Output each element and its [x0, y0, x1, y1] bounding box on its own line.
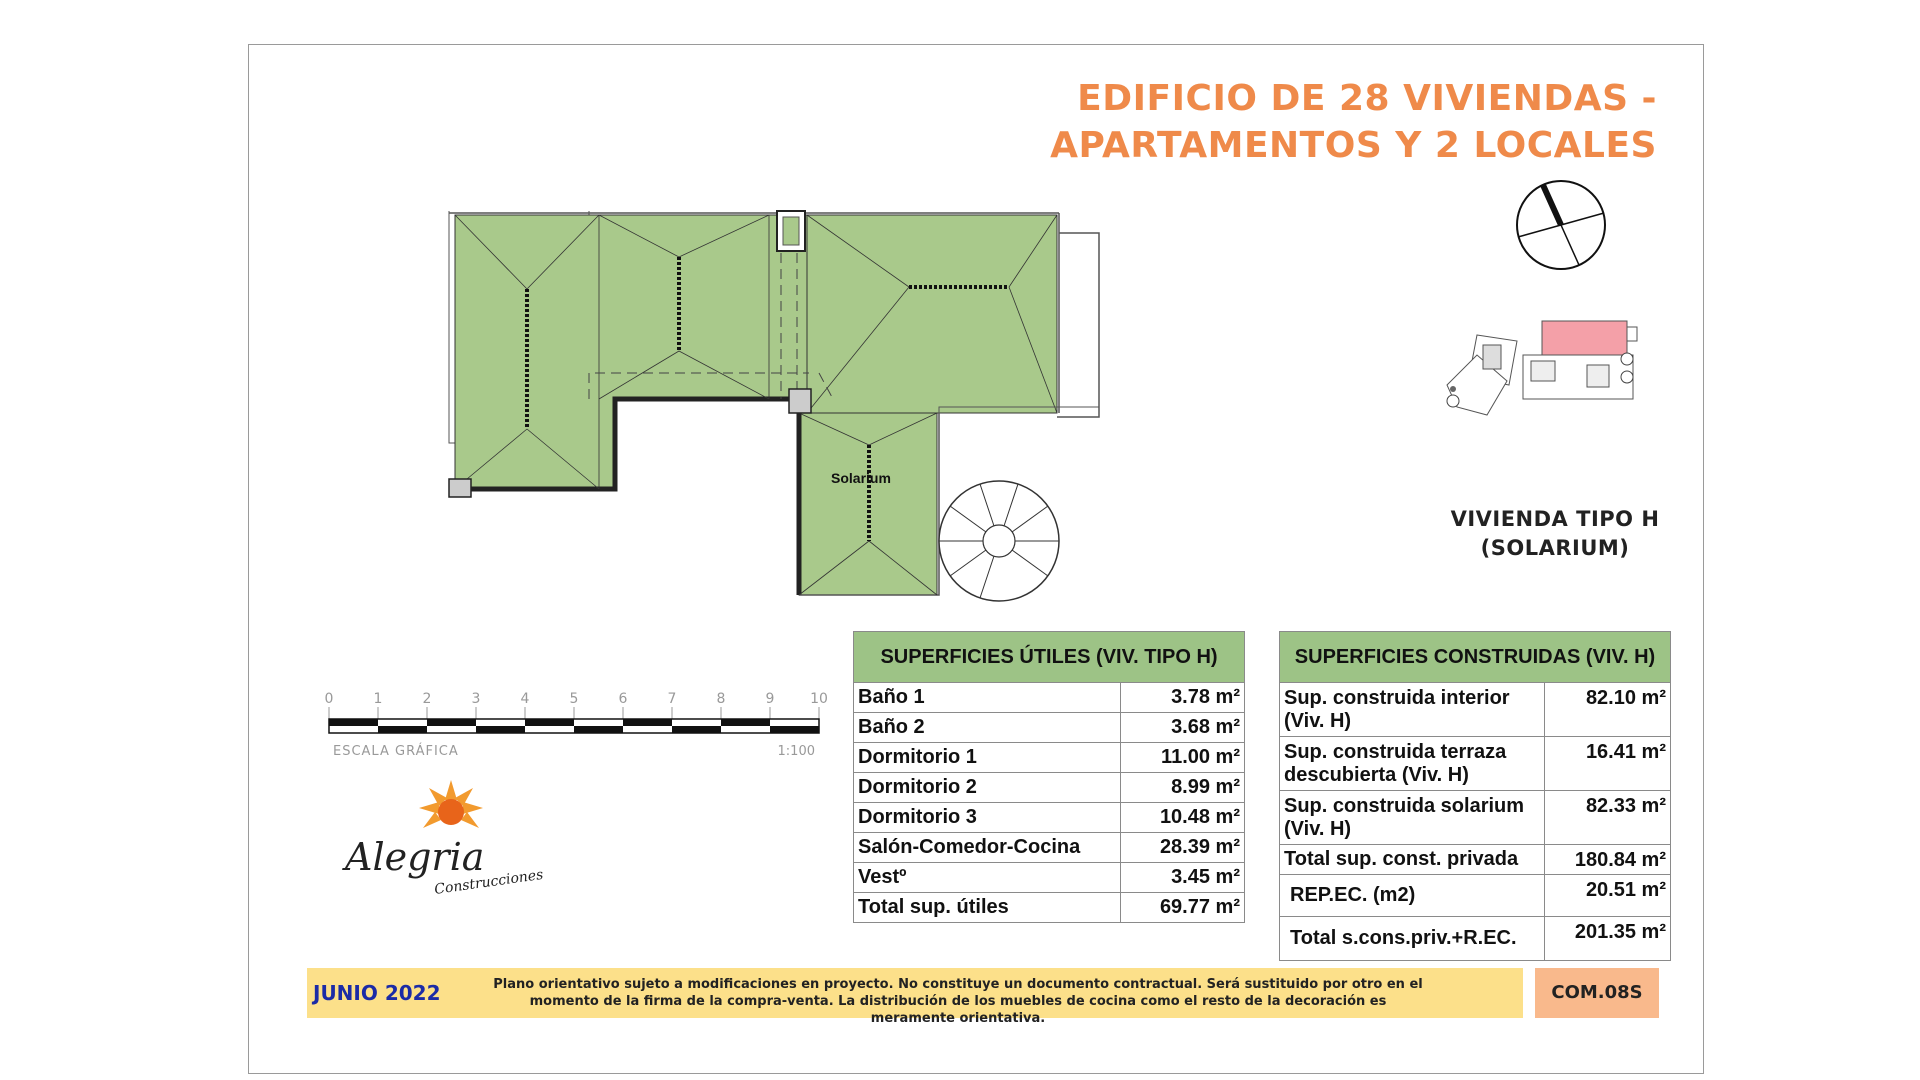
plan-code: COM.08S: [1535, 968, 1659, 1018]
row-value: 69.77 m²: [1121, 893, 1245, 923]
useful-surfaces-table: [853, 631, 1245, 923]
solarium-label: Solarium: [831, 470, 891, 486]
spiral-staircase-icon: [939, 481, 1059, 601]
plan-sheet: [248, 44, 1704, 1074]
roof-area-left: [455, 215, 807, 489]
table-row: [854, 743, 1245, 773]
scale-caption: ESCALA GRÁFICA: [333, 744, 459, 759]
roof-floor-plan: [439, 203, 1259, 653]
row-label: Total sup. const. privada: [1280, 845, 1545, 875]
disclaimer-text: Plano orientativo sujeto a modificaciones en proyecto. No constituye un documento contractual. Será sustituido por otro en el momento de la firma de la compra-venta. La distribución de los muebles de cocina como el resto de la decoración es meramente orientativa.: [493, 977, 1423, 1026]
column-icon: [449, 479, 471, 497]
table-row: [1280, 683, 1671, 737]
row-value: 3.68 m²: [1121, 713, 1245, 743]
table-row: [854, 713, 1245, 743]
north-arrow-icon: [1513, 177, 1609, 273]
logo-subtitle: Construcciones: [433, 866, 545, 898]
row-value: 10.48 m²: [1121, 803, 1245, 833]
table-row: [1280, 875, 1671, 917]
table-row: [854, 683, 1245, 713]
scale-tick-label: 2: [422, 691, 432, 707]
row-value: 28.39 m²: [1121, 833, 1245, 863]
table-row: [854, 833, 1245, 863]
scale-tick-label: 7: [667, 691, 677, 707]
table-row: [854, 773, 1245, 803]
row-value: 82.10 m²: [1545, 683, 1671, 737]
scale-ratio: 1:100: [777, 744, 815, 759]
document-date: JUNIO 2022: [313, 981, 441, 1005]
table-row: [1280, 845, 1671, 875]
scale-tick-label: 5: [569, 691, 579, 707]
title-line-2: APARTAMENTOS Y 2 LOCALES: [1050, 125, 1657, 166]
title-line-1: EDIFICIO DE 28 VIVIENDAS -: [1077, 78, 1657, 119]
unit-type-line-2: (SOLARIUM): [1480, 536, 1630, 560]
key-plan-icon: [1437, 315, 1647, 435]
table-row: [1280, 791, 1671, 845]
row-value: 180.84 m²: [1545, 845, 1671, 875]
scale-tick-label: 0: [324, 691, 334, 707]
footer-banner: [307, 968, 1523, 1026]
unit-type-line-1: VIVIENDA TIPO H: [1450, 507, 1660, 531]
scale-tick-label: 3: [471, 691, 481, 707]
sun-icon: [419, 780, 483, 828]
scale-tick-label: 10: [810, 691, 828, 707]
table-row-total: [1280, 917, 1671, 961]
row-value: 82.33 m²: [1545, 791, 1671, 845]
row-label: Dormitorio 2: [854, 773, 1121, 803]
built-surfaces-header: SUPERFICIES CONSTRUIDAS (VIV. H): [1280, 632, 1671, 683]
row-label: Sup. construida terraza descubierta (Viv. H): [1280, 737, 1545, 791]
row-label: Baño 2: [854, 713, 1121, 743]
scale-tick-label: 6: [618, 691, 628, 707]
scale-tick-label: 1: [373, 691, 383, 707]
table-row: [854, 803, 1245, 833]
unit-type-label: [1445, 505, 1665, 563]
built-surfaces-table: [1279, 631, 1671, 961]
useful-surfaces-header: SUPERFICIES ÚTILES (VIV. TIPO H): [854, 632, 1245, 683]
table-row: [854, 863, 1245, 893]
row-label: Salón-Comedor-Cocina: [854, 833, 1121, 863]
logo-name: Alegria: [345, 835, 485, 879]
document-title: [1050, 75, 1657, 169]
row-label: Sup. construida interior (Viv. H): [1280, 683, 1545, 737]
row-value: 8.99 m²: [1121, 773, 1245, 803]
row-value: 11.00 m²: [1121, 743, 1245, 773]
row-value: 20.51 m²: [1545, 875, 1671, 917]
scale-tick-label: 9: [765, 691, 775, 707]
table-row: [1280, 737, 1671, 791]
row-label: Dormitorio 1: [854, 743, 1121, 773]
row-value: 16.41 m²: [1545, 737, 1671, 791]
company-logo: [339, 770, 559, 900]
row-value: 3.45 m²: [1121, 863, 1245, 893]
scale-tick-label: 4: [520, 691, 530, 707]
row-label: REP.EC. (m2): [1280, 875, 1545, 917]
scale-tick-label: 8: [716, 691, 726, 707]
row-label: Total sup. útiles: [854, 893, 1121, 923]
column-icon: [789, 389, 811, 413]
table-row-total: [854, 893, 1245, 923]
terrace-outline: [1057, 233, 1099, 417]
row-label: Baño 1: [854, 683, 1121, 713]
row-label: Total s.cons.priv.+R.EC.: [1280, 917, 1545, 961]
row-label: Vestº: [854, 863, 1121, 893]
vent-grille-icon: [783, 217, 799, 245]
row-value: 3.78 m²: [1121, 683, 1245, 713]
row-value: 201.35 m²: [1545, 917, 1671, 961]
row-label: Dormitorio 3: [854, 803, 1121, 833]
row-label: Sup. construida solarium (Viv. H): [1280, 791, 1545, 845]
